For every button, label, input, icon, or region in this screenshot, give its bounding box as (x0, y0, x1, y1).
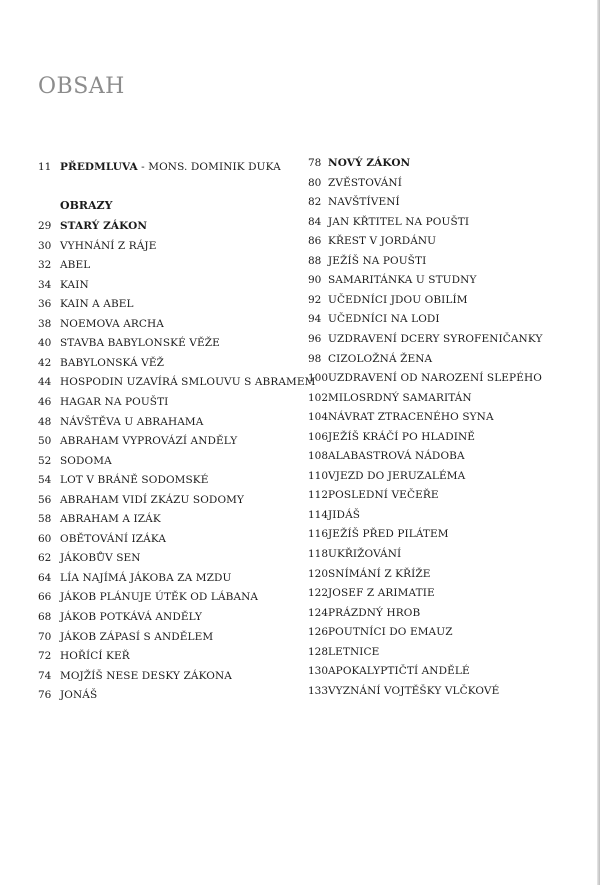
toc-page-number: 112 (308, 489, 329, 502)
toc-entry-label: ALABASTROVÁ NÁDOBA (328, 450, 465, 463)
toc-entry-label: VYHNÁNÍ Z RÁJE (60, 239, 157, 252)
toc-page-number: 78 (308, 157, 322, 169)
toc-page-number: 50 (38, 435, 52, 448)
toc-entry-label: CIZOLOŽNÁ ŽENA (328, 352, 433, 365)
toc-entry-label: JAN KŘTITEL NA POUŠTI (328, 215, 470, 228)
toc-entry-label: NOEMOVA ARCHA (60, 317, 164, 330)
toc-entry-label: UKŘIŽOVÁNÍ (328, 548, 402, 560)
toc-page-number: 86 (308, 235, 322, 248)
toc-entry-label: HAGAR NA POUŠTI (60, 395, 169, 408)
toc-page-number: 88 (308, 254, 322, 267)
toc-entry-label: SNÍMÁNÍ Z KŘÍŽE (328, 567, 431, 580)
toc-entry-label: JÁKOB ZÁPASÍ S ANDĚLEM (60, 630, 214, 643)
toc-entry-label: KAIN (60, 278, 89, 291)
toc-entry-label: PŘEDMLUVA (60, 161, 138, 173)
toc-entry-label: LETNICE (328, 645, 380, 658)
toc-page-number: 94 (308, 313, 322, 326)
toc-page-number: 118 (308, 548, 329, 560)
toc-page-number: 80 (308, 176, 322, 189)
toc-page-number: 102 (308, 391, 329, 404)
toc-page-number: 44 (38, 376, 52, 389)
toc-part-heading: STARÝ ZÁKON (60, 220, 148, 232)
page-title: OBSAH (38, 74, 125, 99)
toc-entry-label: SAMARITÁNKA U STUDNY (328, 274, 477, 287)
toc-page-number: 60 (38, 532, 52, 545)
toc-page-number: 90 (308, 274, 322, 287)
toc-entry-label: JOSEF Z ARIMATIE (328, 587, 435, 600)
toc-entry-author: - MONS. DOMINIK DUKA (137, 161, 281, 173)
toc-entry-label: KAIN A ABEL (60, 298, 134, 311)
toc-entry-label: NÁVRAT ZTRACENÉHO SYNA (328, 411, 494, 424)
toc-entry-label: ABRAHAM VIDÍ ZKÁZU SODOMY (60, 493, 245, 506)
toc-entry-label: POSLEDNÍ VEČEŘE (328, 489, 439, 502)
toc-page-number: 126 (308, 626, 329, 639)
toc-entry-label: PRÁZDNÝ HROB (328, 606, 421, 619)
toc-entry-label: ABRAHAM VYPROVÁZÍ ANDĚLY (60, 435, 238, 448)
toc-entry-label: UZDRAVENÍ DCERY SYROFENIČANKY (328, 332, 543, 345)
toc-page-number: 34 (38, 278, 52, 291)
toc-page-number: 38 (38, 317, 52, 330)
toc-entry-label: STAVBA BABYLONSKÉ VĚŽE (60, 337, 220, 350)
toc-entry-label: SODOMA (60, 454, 112, 467)
toc-page-number: 58 (38, 513, 52, 526)
toc-page-number: 106 (308, 430, 329, 443)
toc-page-number: 30 (38, 239, 52, 252)
toc-page-number: 29 (38, 220, 52, 232)
toc-entry-label: UČEDNÍCI NA LODI (328, 313, 440, 326)
toc-entry-label: NAVŠTÍVENÍ (328, 196, 400, 209)
toc-part-heading: NOVÝ ZÁKON (328, 157, 411, 169)
toc-entry-label: MOJŽÍŠ NESE DESKY ZÁKONA (60, 669, 232, 682)
toc-page-number: 114 (308, 508, 329, 521)
toc-page-number: 84 (308, 215, 322, 228)
toc-page-number: 70 (38, 630, 52, 643)
toc-entry-label: ZVĚSTOVÁNÍ (328, 176, 402, 189)
toc-entry-label: VJEZD DO JERUZALÉMA (328, 469, 466, 482)
toc-entry-label: NÁVŠTĚVA U ABRAHAMA (60, 415, 204, 428)
toc-page-number: 122 (308, 587, 329, 600)
toc-page-number: 98 (308, 352, 322, 365)
toc-page-number: 32 (38, 259, 52, 272)
toc-page-number: 108 (308, 450, 329, 463)
toc-entry-label: KŘEST V JORDÁNU (328, 235, 437, 248)
toc-entry-label: OBĚTOVÁNÍ IZÁKA (60, 532, 167, 545)
toc-entry-label: LOT V BRÁNĚ SODOMSKÉ (60, 474, 209, 487)
toc-page-number: 62 (38, 552, 52, 565)
toc-page-number: 42 (38, 356, 52, 369)
toc-entry-label: POUTNÍCI DO EMAUZ (328, 626, 453, 639)
toc-entry-label: MILOSRDNÝ SAMARITÁN (328, 391, 472, 404)
toc-page-number: 82 (308, 196, 322, 209)
toc-page-number: 40 (38, 337, 52, 350)
toc-entry-label: HOŘÍCÍ KEŘ (60, 650, 130, 663)
toc-page-number: 76 (38, 689, 52, 702)
toc-entry-label: JEŽÍŠ PŘED PILÁTEM (328, 528, 449, 541)
toc-page-number: 72 (38, 650, 52, 663)
toc-page-number: 100 (308, 372, 329, 385)
toc-page-number: 54 (38, 474, 52, 487)
toc-page-number: 11 (38, 161, 52, 173)
toc-page-number: 52 (38, 454, 52, 467)
toc-page-number: 124 (308, 606, 329, 619)
toc-entry-label: VYZNÁNÍ VOJTĚŠKY VLČKOVÉ (328, 684, 500, 697)
toc-entry-label: JÁKOBŮV SEN (60, 552, 141, 565)
toc-page-number: 92 (308, 293, 322, 306)
toc-entry-label: JEŽÍŠ NA POUŠTI (328, 254, 427, 267)
toc-entry-label: BABYLONSKÁ VĚŽ (60, 356, 165, 369)
toc-entry-label: JÁKOB PLÁNUJE ÚTĚK OD LÁBANA (60, 591, 259, 604)
toc-page-number: 66 (38, 591, 52, 604)
toc-page-number: 128 (308, 645, 329, 658)
toc-page-number: 48 (38, 415, 52, 428)
toc-page-number: 36 (38, 298, 52, 311)
toc-section-heading: OBRAZY (60, 199, 113, 212)
toc-page-number: 110 (308, 469, 329, 482)
toc-entry-label: UČEDNÍCI JDOU OBILÍM (328, 293, 468, 306)
toc-entry-label: ABEL (60, 259, 91, 272)
toc-entry-label: JONÁŠ (60, 689, 98, 702)
toc-page-number: 130 (308, 665, 329, 678)
toc-page-number: 56 (38, 493, 52, 506)
toc-page-number: 74 (38, 669, 52, 682)
toc-page-number: 120 (308, 567, 329, 580)
toc-page-number: 68 (38, 611, 52, 623)
toc-page-number: 116 (308, 528, 329, 541)
toc-page-number: 133 (308, 684, 329, 697)
toc-entry-label: JÁKOB POTKÁVÁ ANDĚLY (60, 611, 203, 623)
toc-page-number: 64 (38, 571, 52, 584)
toc-entry-label: LÍA NAJÍMÁ JÁKOBA ZA MZDU (60, 571, 232, 584)
toc-page-number: 46 (38, 395, 52, 408)
toc-entry-label: JEŽÍŠ KRÁČÍ PO HLADINĚ (328, 430, 476, 443)
toc-page-number: 96 (308, 332, 322, 345)
toc-entry-label: HOSPODIN UZAVÍRÁ SMLOUVU S ABRAMEM (60, 376, 316, 389)
toc-entry-label: APOKALYPTIČTÍ ANDĚLÉ (328, 665, 470, 678)
toc-entry-label: ABRAHAM A IZÁK (60, 513, 161, 526)
toc-entry-label: JIDÁŠ (328, 508, 361, 521)
toc-entry-label: UZDRAVENÍ OD NAROZENÍ SLEPÉHO (328, 372, 542, 385)
toc-page-number: 104 (308, 411, 329, 424)
